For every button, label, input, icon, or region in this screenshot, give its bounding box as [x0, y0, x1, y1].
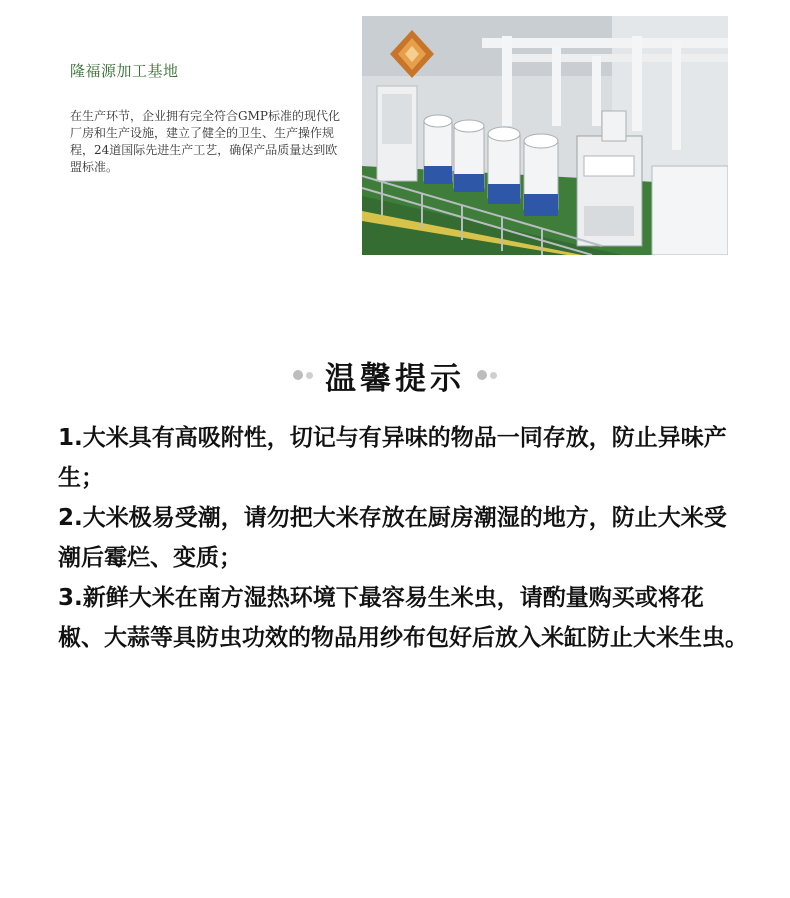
section-title: 隆福源加工基地 [70, 62, 179, 80]
right-dots-icon [477, 370, 497, 380]
tips-heading [0, 352, 790, 398]
tip-item-2: 2.大米极易受潮，请勿把大米存放在厨房潮湿的地方，防止大米受潮后霉烂、变质； [58, 505, 727, 571]
tips-title: 温馨提示 [325, 360, 465, 397]
left-dots-icon [293, 370, 313, 380]
tip-item-3: 3.新鲜大米在南方湿热环境下最容易生米虫，请酌量购买或将花椒、大蒜等具防虫功效的物品用纱布包好后放入米缸防止大米生虫。 [58, 585, 748, 651]
tips-list [58, 418, 748, 658]
section-description: 在生产环节，企业拥有完全符合GMP标准的现代化厂房和生产设施，建立了健全的卫生、生产操作规程，24道国际先进生产工艺，确保产品质量达到欧盟标准。 [70, 109, 340, 174]
factory-photo [362, 16, 728, 255]
production-base-section [0, 0, 790, 300]
tip-item-1: 1.大米具有高吸附性，切记与有异味的物品一同存放，防止异味产生； [58, 425, 727, 491]
brand-logo-icon [384, 26, 440, 86]
